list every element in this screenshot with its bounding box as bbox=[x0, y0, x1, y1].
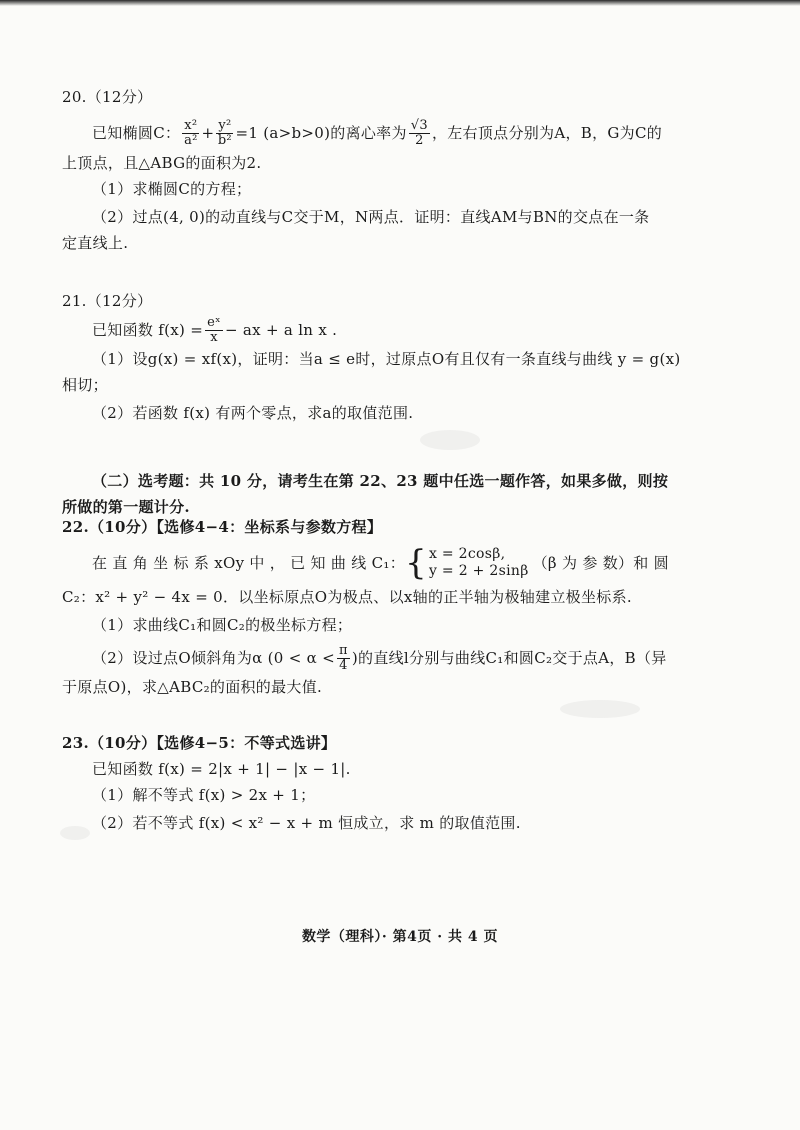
q20-stem-line1: 已知椭圆C： $\frac{\text{x²}}{\text{a²}}$ + $\frac{\text{y²}}{\text{b²}}$ =1 (a>b>0)的离心率为 $\frac{√3}{2}$ ，左右顶点分别为A，B，G为C的 bbox=[92, 117, 663, 148]
scan-noise bbox=[420, 430, 480, 450]
q21-stem: 已知函数 f(x) = $\frac{\text{eˣ}}{x}$ − ax + a ln x . bbox=[92, 314, 338, 345]
q21-heading: 21.（12分） bbox=[62, 292, 153, 310]
q23-stem: 已知函数 f(x) = 2|x + 1| − |x − 1|. bbox=[92, 760, 351, 778]
page-footer: 数学（理科）· 第4页 · 共 4 页 bbox=[301, 929, 499, 945]
q20-stem-line2: 上顶点，且△ABG的面积为2. bbox=[62, 154, 262, 172]
fraction-x2-a2: $\frac{\text{x²}}{\text{a²}}$ bbox=[184, 117, 198, 148]
q22-heading: 22.（10分）【选修4−4：坐标系与参数方程】 bbox=[62, 518, 383, 536]
q22-stem-line1: 在 直 角 坐 标 系 xOy 中 ， 已 知 曲 线 C₁： { x = 2cosβ, y = 2 + 2sinβ （β 为 参 数）和 圆 bbox=[92, 543, 669, 583]
scan-noise bbox=[60, 826, 90, 840]
fraction-pi-4: $\frac{\pi}{4}$ bbox=[339, 642, 348, 673]
scan-edge bbox=[0, 0, 800, 6]
fraction-y2-b2: $\frac{\text{y²}}{\text{b²}}$ bbox=[217, 117, 232, 148]
q22-stem-line2: C₂：x² + y² − 4x = 0．以坐标原点O为极点、以x轴的正半轴为极轴建立极坐标系. bbox=[62, 588, 632, 606]
q20-heading: 20.（12分） bbox=[62, 88, 153, 106]
question-20 bbox=[62, 86, 742, 254]
scan-noise bbox=[560, 700, 640, 718]
q23-part1: （1）解不等式 f(x) > 2x + 1； bbox=[92, 786, 316, 804]
q23-heading: 23.（10分）【选修4−5：不等式选讲】 bbox=[62, 734, 337, 752]
fraction-ex-x: $\frac{\text{eˣ}}{x}$ bbox=[207, 314, 221, 345]
question-23 bbox=[62, 732, 742, 834]
q20-part2: （2）过点(4, 0)的动直线与C交于M，N两点．证明：直线AM与BN的交点在一条 bbox=[92, 208, 650, 226]
q20-part2-cont: 定直线上. bbox=[62, 234, 129, 252]
elective-line2: 所做的第一题计分. bbox=[62, 498, 190, 516]
q21-part2: （2）若函数 f(x) 有两个零点，求a的取值范围. bbox=[92, 404, 414, 422]
q20-part1: （1）求椭圆C的方程； bbox=[92, 180, 252, 198]
elective-line1: （二）选考题：共 10 分，请考生在第 22、23 题中任选一题作答，如果多做，则按 bbox=[92, 472, 669, 490]
question-22 bbox=[62, 516, 742, 698]
fraction-sqrt3-2: $\frac{√3}{2}$ bbox=[410, 117, 428, 148]
q22-part1: （1）求曲线C₁和圆C₂的极坐标方程； bbox=[92, 616, 353, 634]
elective-instructions bbox=[62, 470, 742, 518]
parametric-system: { x = 2cosβ, y = 2 + 2sinβ bbox=[405, 543, 529, 583]
q21-part1: （1）设g(x) = xf(x)，证明：当a ≤ e时，过原点O有且仅有一条直线与曲线 y = g(x) bbox=[92, 350, 681, 368]
q22-part2-cont: 于原点O)，求△ABC₂的面积的最大值. bbox=[62, 678, 323, 696]
q21-part1-cont: 相切； bbox=[62, 376, 108, 394]
q23-part2: （2）若不等式 f(x) < x² − x + m 恒成立，求 m 的取值范围. bbox=[92, 814, 521, 832]
q22-part2: （2）设过点O倾斜角为α (0 < α < $\frac{\pi}{4}$ )的直线l分别与曲线C₁和圆C₂交于点A，B（异 bbox=[92, 642, 667, 673]
question-21 bbox=[62, 290, 742, 424]
